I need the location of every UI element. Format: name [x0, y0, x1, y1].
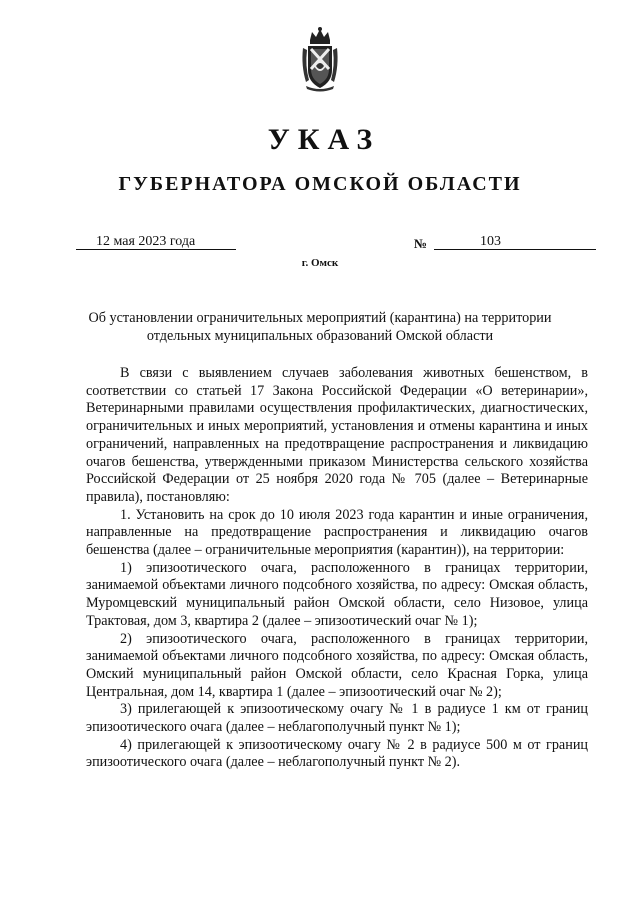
document-body — [86, 365, 588, 772]
document-heading: Об установлении ограничительных мероприятий (карантина) на территории отдельных муниципальных образований Омской области — [88, 310, 552, 344]
coat-of-arms-icon — [300, 26, 340, 92]
document-issuer: ГУБЕРНАТОРА ОМСКОЙ ОБЛАСТИ — [118, 173, 522, 195]
document-number-label: № — [414, 236, 428, 251]
paragraph-preamble: В связи с выявлением случаев заболевания животных бешенством, в соответствии со статьей 17 Закона Российской Федерации «О ветеринарии», Ветеринарными правилами осуществления профилактических, диагностических, ограничительных и иных мероприятий, установления и отмены карантина и иных ограничений, направленных на предотвращение распространения и ликвидацию очагов бешенства, утвержденными приказом Министерства сельского хозяйства Российской Федерации от 25 ноября 2020 года № 705 (далее – Ветеринарные правила), постановляю: — [86, 365, 588, 505]
document-city: г. Омск — [301, 257, 339, 269]
paragraph-subitem-1: 1) эпизоотического очага, расположенного в границах территории, занимаемой объектами личного подсобного хозяйства, по адресу: Омская область, Муромцевский муниципальный район Омской области, село Низовое, улица Трактовая, дом 3, квартира 2 (далее – эпизоотический очаг № 1); — [86, 559, 588, 629]
paragraph-subitem-4: 4) прилегающей к эпизоотическому очагу № 2 в радиусе 500 м от границ эпизоотического очага (далее – неблагополучный пункт № 2). — [86, 736, 588, 771]
document-date: 12 мая 2023 года — [76, 234, 236, 250]
document-title: УКАЗ — [267, 123, 381, 156]
paragraph-item-1: 1. Установить на срок до 10 июля 2023 года карантин и иные ограничения, направленные на предотвращение распространения и ликвидацию очагов бешенства (далее – ограничительные мероприятия (карантин)), на территории: — [86, 506, 588, 559]
document-number: 103 — [434, 234, 596, 250]
paragraph-subitem-3: 3) прилегающей к эпизоотическому очагу № 1 в радиусе 1 км от границ эпизоотического очага (далее – неблагополучный пункт № 1); — [86, 701, 588, 736]
paragraph-subitem-2: 2) эпизоотического очага, расположенного в границах территории, занимаемой объектами личного подсобного хозяйства, по адресу: Омская область, Омский муниципальный район Омской области, село Красная Горка, улица Центральная, дом 14, квартира 1 (далее – эпизоотический очаг № 2); — [86, 630, 588, 700]
